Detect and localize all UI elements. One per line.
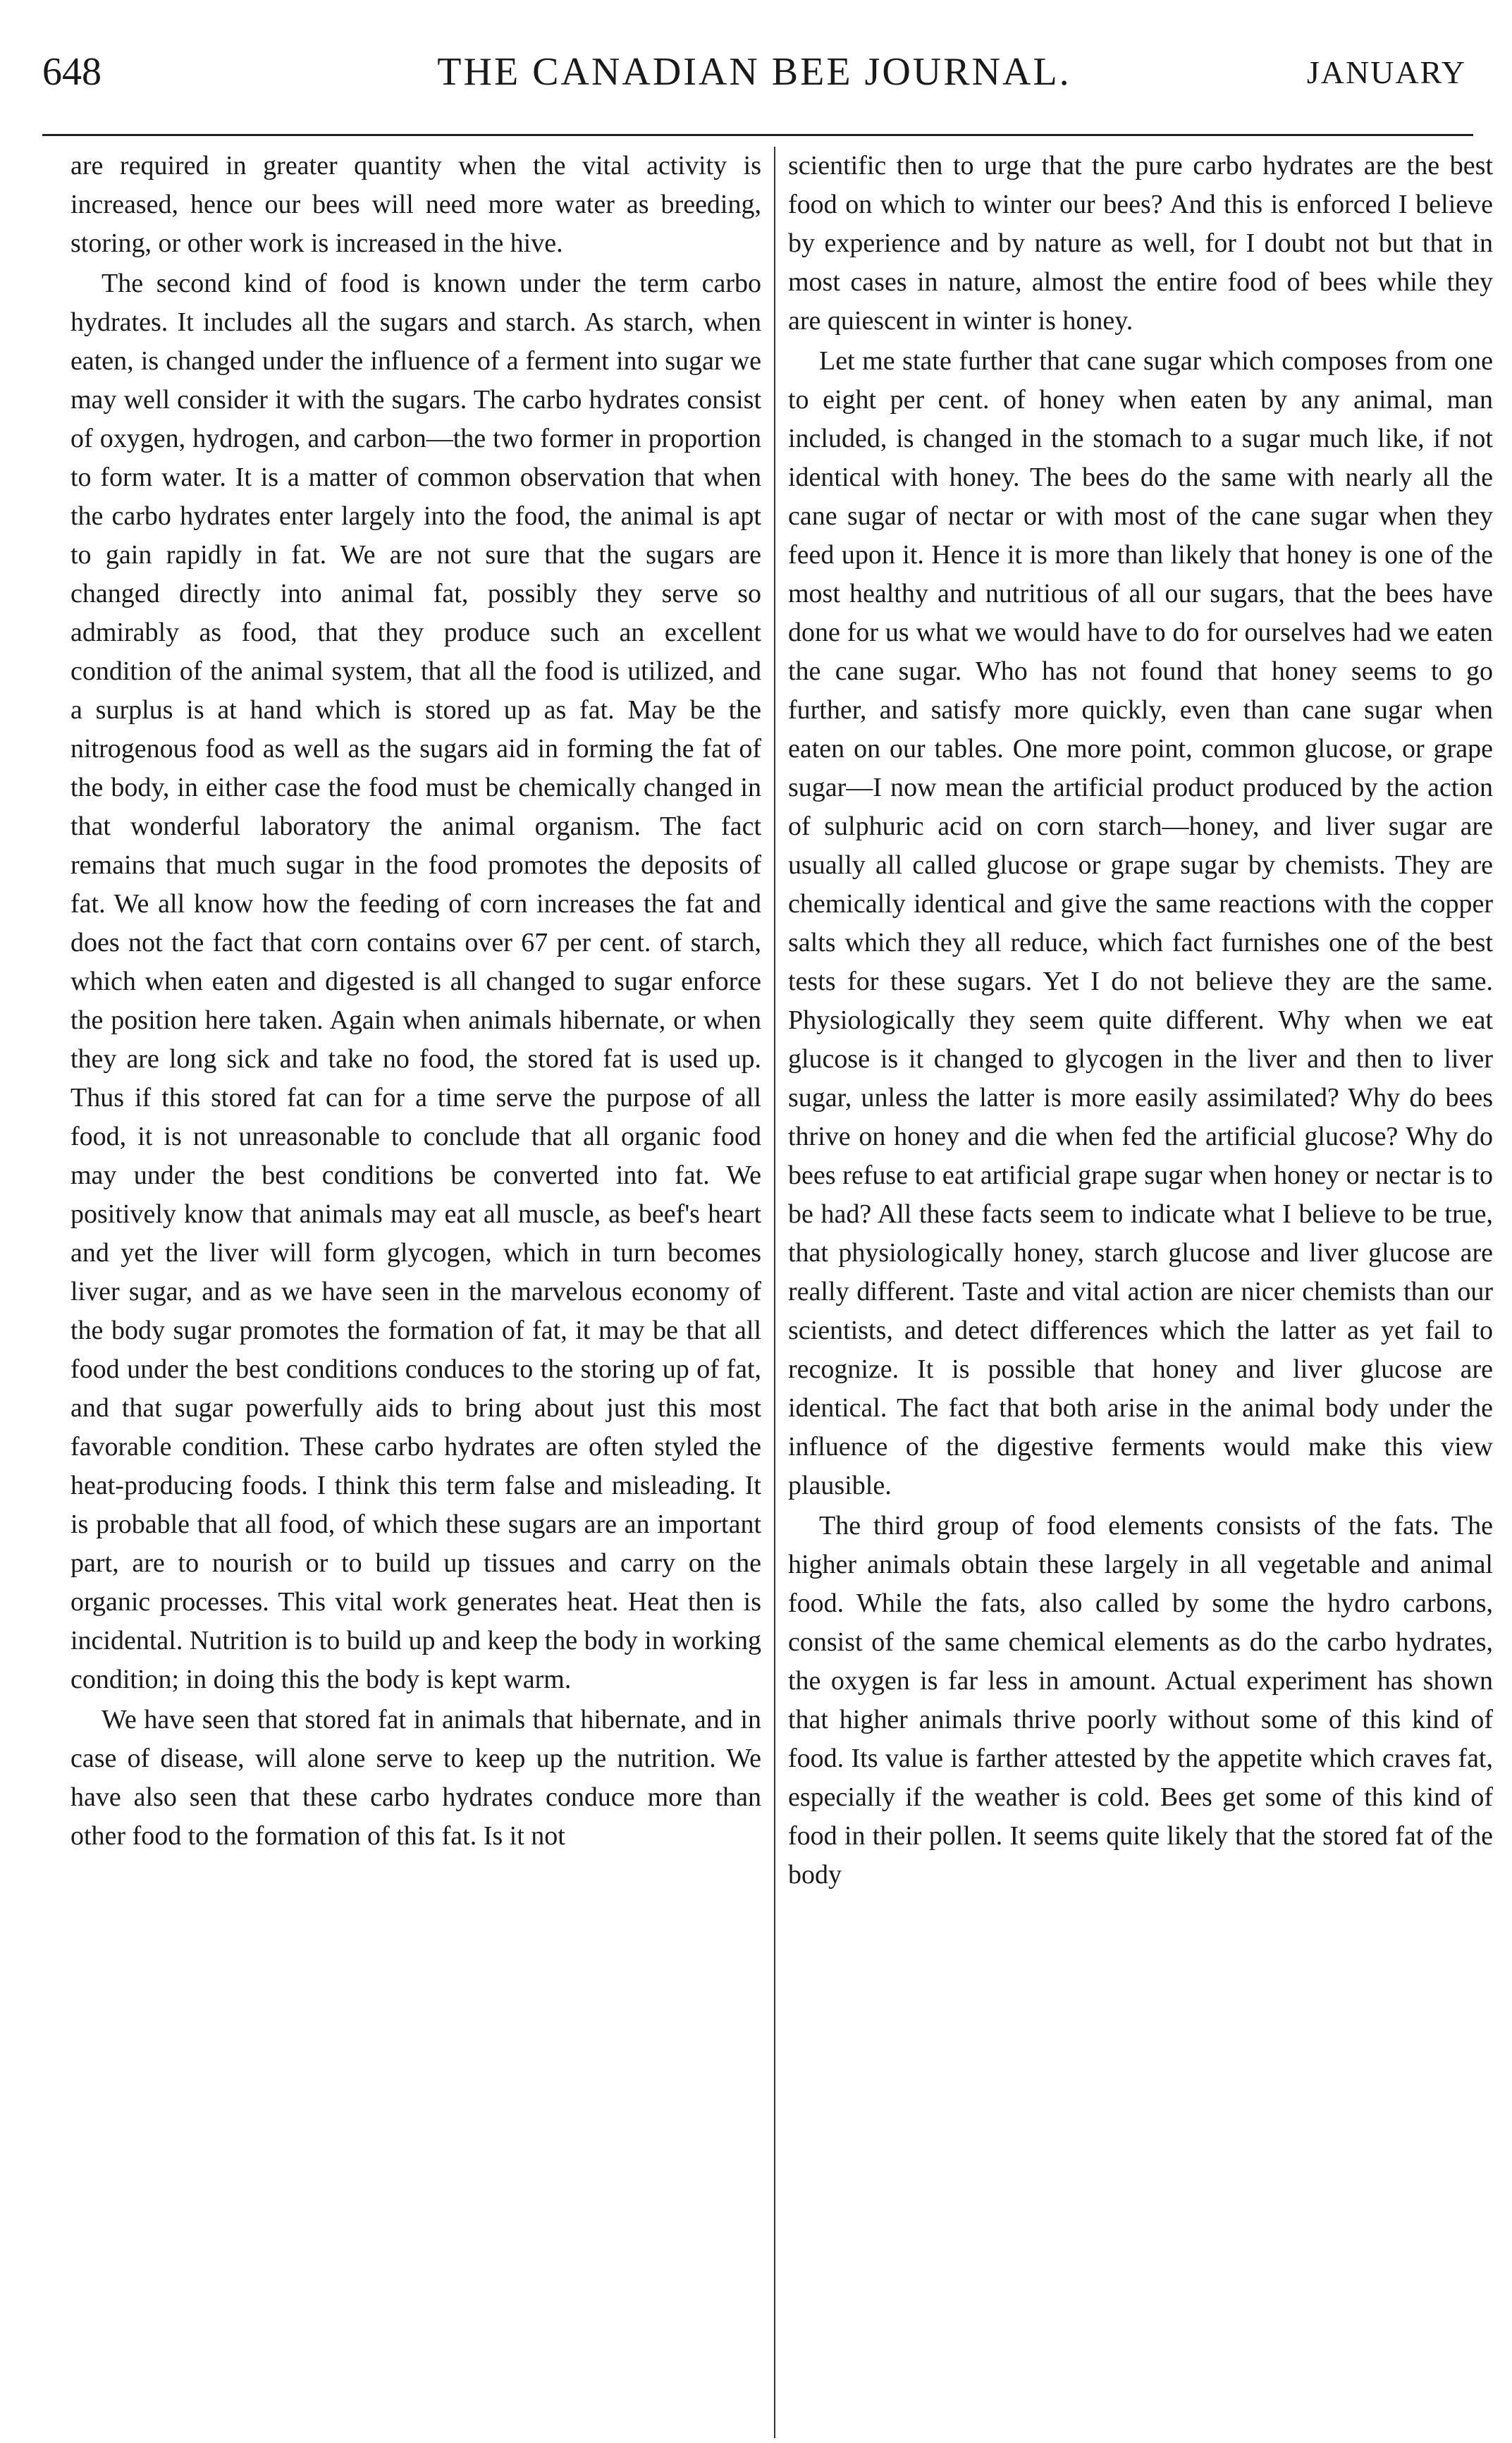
paragraph: Let me state further that cane sugar which composes from one to eight per cent. of honey when eaten by any animal, man included, is changed in the stomach to a sugar much like, if not identical with honey. The bees do the same with nearly all the cane sugar of nectar or with most of the cane sugar when they feed upon it. Hence it is more than likely that honey is one of the most healthy and nutritious of all our sugars, that the bees have done for us what we would have to do for ourselves had we eaten the cane sugar. Who has not found that honey seems to go further, and satisfy more quickly, even than cane sugar when eaten on our tables. One more point, common glucose, or grape sugar—I now mean the artificial product produced by the action of sulphuric acid on corn starch—honey, and liver sugar are usually all called glucose or grape sugar by chemists. They are chemically identical and give the same reactions with the copper salts which they all reduce, which fact furnishes one of the best tests for these sugars. Yet I do not believe they are the same. Physiologically they seem quite different. Why when we eat glucose is it changed to glycogen in the liver and then to liver sugar, unless the latter is more easily assimilated? Why do bees thrive on honey and die when fed the artificial glucose? Why do bees refuse to eat artificial grape sugar when honey or nectar is to be had? All these facts seem to indicate what I believe to be true, that physiologically honey, starch glucose and liver glucose are really different. Taste and vital action are nicer chemists than our scientists, and detect differences which the latter as yet fail to recognize. It is possible that honey and liver glucose are identical. The fact that both arise in the animal body under the influence of the digestive ferments would make this view plausible. — [788, 346, 1493, 1500]
left-column — [70, 147, 761, 2435]
header-rule — [42, 134, 1473, 136]
column-divider — [774, 147, 775, 2438]
paragraph: The second kind of food is known under the term carbo hydrates. It includes all the sugars and starch. As starch, when eaten, is changed under the influence of a ferment into sugar we may well consider it with the sugars. The carbo hydrates consist of oxygen, hydrogen, and carbon—the two former in proportion to form water. It is a matter of common observation that when the carbo hydrates enter largely into the food, the animal is apt to gain rapidly in fat. We are not sure that the sugars are changed directly into animal fat, possibly they serve so admirably as food, that they produce such an excellent condition of the animal system, that all the food is utilized, and a surplus is at hand which is stored up as fat. May be the nitrogenous food as well as the sugars aid in forming the fat of the body, in either case the food must be chemically changed in that wonderful laboratory the animal organism. The fact remains that much sugar in the food promotes the deposits of fat. We all know how the feeding of corn increases the fat and does not the fact that corn contains over 67 per cent. of starch, which when eaten and digested is all changed to sugar enforce the position here taken. Again when animals hibernate, or when they are long sick and take no food, the stored fat is used up. Thus if this stored fat can for a time serve the purpose of all food, it is not unreasonable to conclude that all organic food may under the best conditions be converted into fat. We positively know that animals may eat all muscle, as beef's heart and yet the liver will form glycogen, which in turn becomes liver sugar, and as we have seen in the marvelous economy of the body sugar promotes the formation of fat, it may be that all food under the best conditions conduces to the storing up of fat, and that sugar powerfully aids to bring about just this most favorable condition. These carbo hydrates are often styled the heat-producing foods. I think this term false and misleading. It is probable that all food, of which these sugars are an important part, are to nourish or to build up tissues and carry on the organic processes. This vital work generates heat. Heat then is incidental. Nutrition is to build up and keep the body in working condition; in doing this the body is kept warm. — [70, 269, 761, 1694]
journal-title: THE CANADIAN BEE JOURNAL. — [437, 50, 1071, 94]
issue-month: JANUARY — [1306, 54, 1466, 90]
page-header — [42, 49, 1466, 120]
right-column — [788, 147, 1493, 2435]
paragraph: are required in greater quantity when the vital activity is increased, hence our bees will need more water as breeding, storing, or other work is increased in the hive. — [70, 151, 761, 258]
paragraph: The third group of food elements consists of the fats. The higher animals obtain these largely in all vegetable and animal food. While the fats, also called by some the hydro carbons, consist of the same chemical elements as do the carbo hydrates, the oxygen is far less in amount. Actual experiment has shown that higher animals thrive poorly without some of this kind of food. Its value is farther attested by the appetite which craves fat, especially if the weather is cold. Bees get some of this kind of food in their pollen. It seems quite likely that the stored fat of the body — [788, 1511, 1493, 1890]
page-number: 648 — [42, 50, 102, 94]
paragraph: scientific then to urge that the pure carbo hydrates are the best food on which to winter our bees? And this is enforced I believe by experience and by nature as well, for I doubt not but that in most cases in nature, almost the entire food of bees while they are quiescent in winter is honey. — [788, 151, 1493, 336]
paragraph: We have seen that stored fat in animals that hibernate, and in case of disease, will alone serve to keep up the nutrition. We have also seen that these carbo hydrates conduce more than other food to the formation of this fat. Is it not — [70, 1705, 761, 1851]
